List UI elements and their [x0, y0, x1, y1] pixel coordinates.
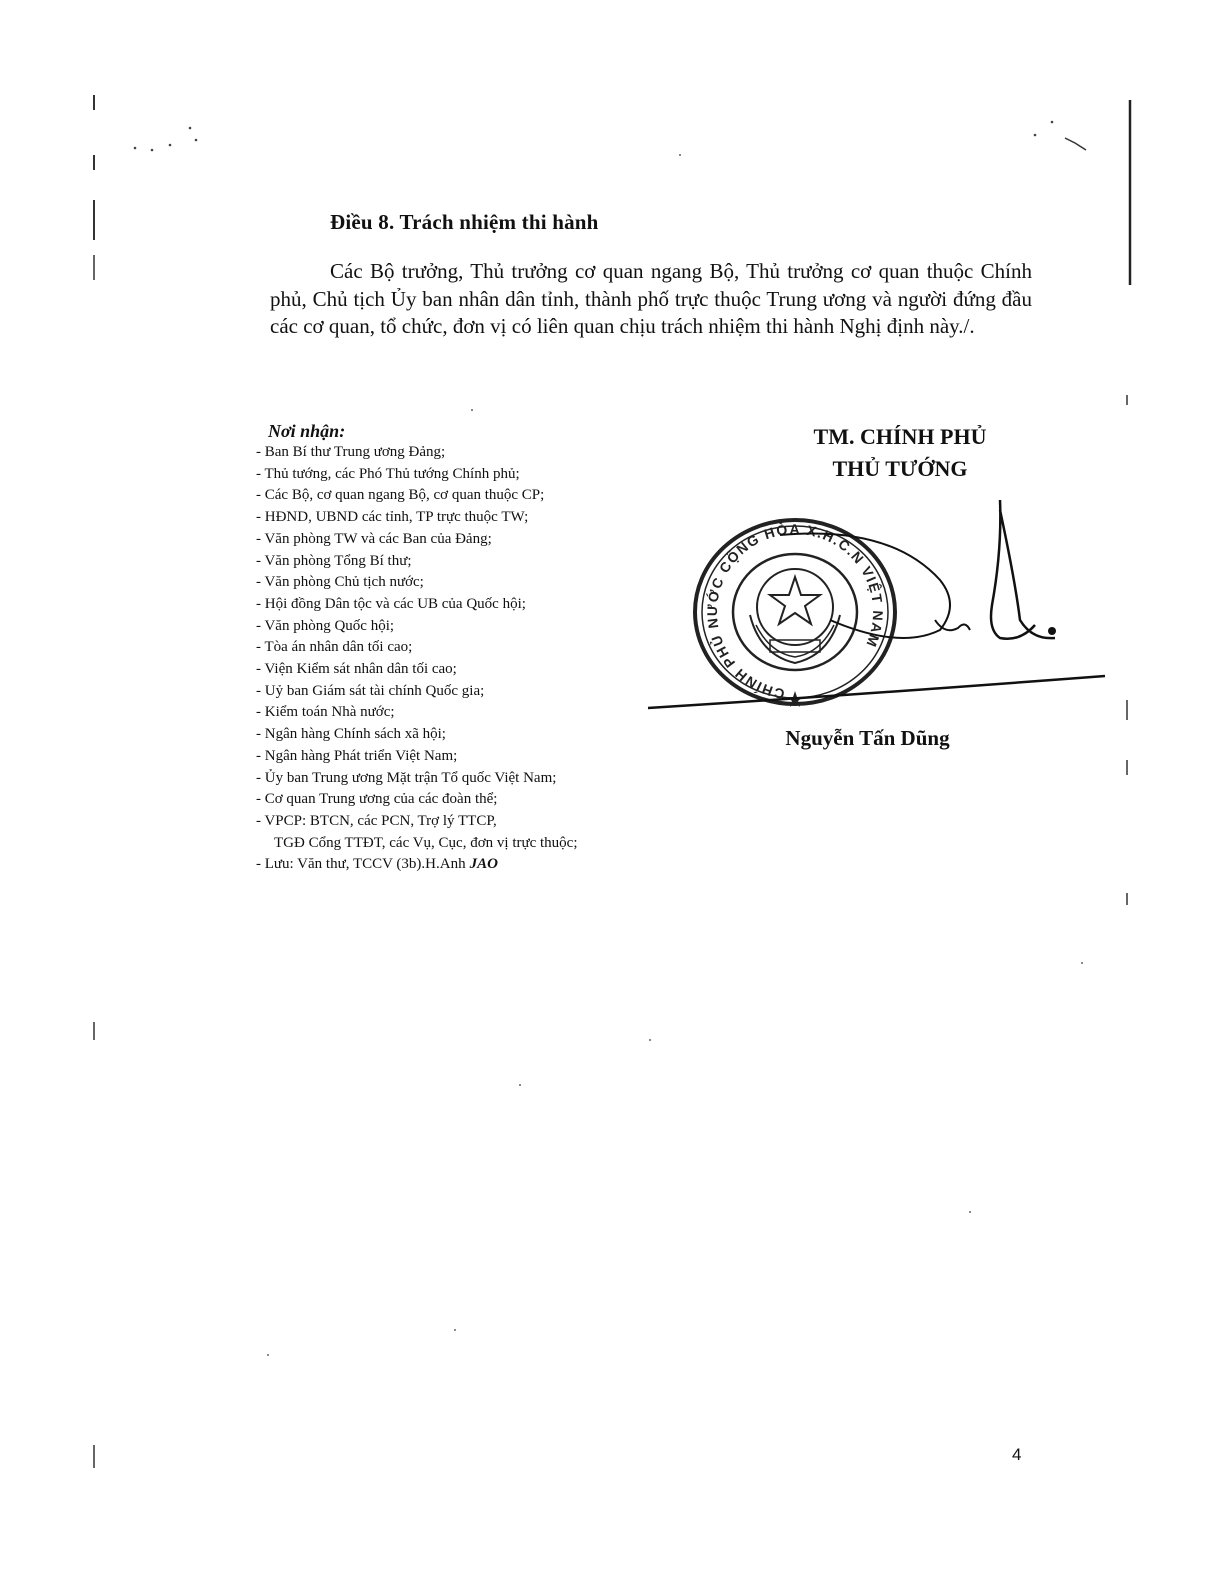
recipient-item: - Các Bộ, cơ quan ngang Bộ, cơ quan thuộc CP;	[256, 487, 545, 504]
recipient-item: - Văn phòng Quốc hội;	[256, 617, 395, 634]
recipient-item: - Cơ quan Trung ương của các đoàn thể;	[256, 791, 498, 808]
page-number: 4	[1012, 1445, 1022, 1464]
recipient-item: - Ủy ban Trung ương Mặt trận Tổ quốc Việt Nam;	[256, 769, 557, 786]
svg-text:CHÍNH PHỦ NƯỚC CỘNG HÒA X.H.C.: CHÍNH PHỦ NƯỚC CỘNG HÒA X.H.C.N VIỆT NAM	[703, 520, 887, 703]
recipients-list	[256, 442, 686, 876]
signer-name: Nguyễn Tấn Dũng	[785, 726, 950, 750]
handwritten-initials: JAO	[469, 856, 498, 873]
recipient-item: - VPCP: BTCN, các PCN, Trợ lý TTCP,	[256, 812, 497, 829]
recipient-item: - Thủ tướng, các Phó Thủ tướng Chính phủ;	[256, 465, 520, 482]
recipient-item: - Tòa án nhân dân tối cao;	[256, 639, 413, 656]
recipient-item: - Văn phòng Chủ tịch nước;	[256, 574, 424, 591]
handwritten-signature	[640, 490, 1120, 720]
recipient-item: - Ban Bí thư Trung ương Đảng;	[256, 444, 446, 460]
recipient-item: - Viện Kiểm sát nhân dân tối cao;	[256, 661, 457, 678]
recipient-item: - Ngân hàng Phát triển Việt Nam;	[256, 747, 458, 764]
recipient-item: - Hội đồng Dân tộc và các UB của Quốc hội;	[256, 595, 526, 612]
recipient-item: - Kiểm toán Nhà nước;	[256, 704, 395, 721]
recipient-item: - Uỷ ban Giám sát tài chính Quốc gia;	[256, 682, 485, 699]
recipient-item: - Ngân hàng Chính sách xã hội;	[256, 726, 446, 743]
recipient-item: - Văn phòng TW và các Ban của Đảng;	[256, 530, 492, 547]
signature-title: THỦ TƯỚNG	[832, 456, 968, 481]
recipient-item: TGĐ Cổng TTĐT, các Vụ, Cục, đơn vị trực thuộc;	[274, 834, 578, 851]
recipient-item-text: - Lưu: Văn thư, TCCV (3b).H.Anh	[256, 856, 466, 873]
recipient-item: - Văn phòng Tổng Bí thư;	[256, 552, 412, 569]
recipients-title: Nơi nhận:	[268, 421, 346, 441]
article-heading: Điều 8. Trách nhiệm thi hành	[330, 210, 599, 234]
article-body: Các Bộ trưởng, Thủ trưởng cơ quan ngang Bộ, Thủ trưởng cơ quan thuộc Chính phủ, Chủ tịch Ủy ban nhân dân tỉnh, thành phố trực thuộc Trung ương và người đứng đầu các cơ quan, tổ chức, đơn vị có liên quan chịu trách nhiệm thi hành Nghị định này./.	[270, 259, 1032, 338]
recipient-item: - HĐND, UBND các tỉnh, TP trực thuộc TW;	[256, 509, 529, 526]
signature-organization: TM. CHÍNH PHỦ	[813, 424, 987, 449]
recipient-item	[256, 854, 686, 876]
recipients-block	[256, 420, 686, 876]
